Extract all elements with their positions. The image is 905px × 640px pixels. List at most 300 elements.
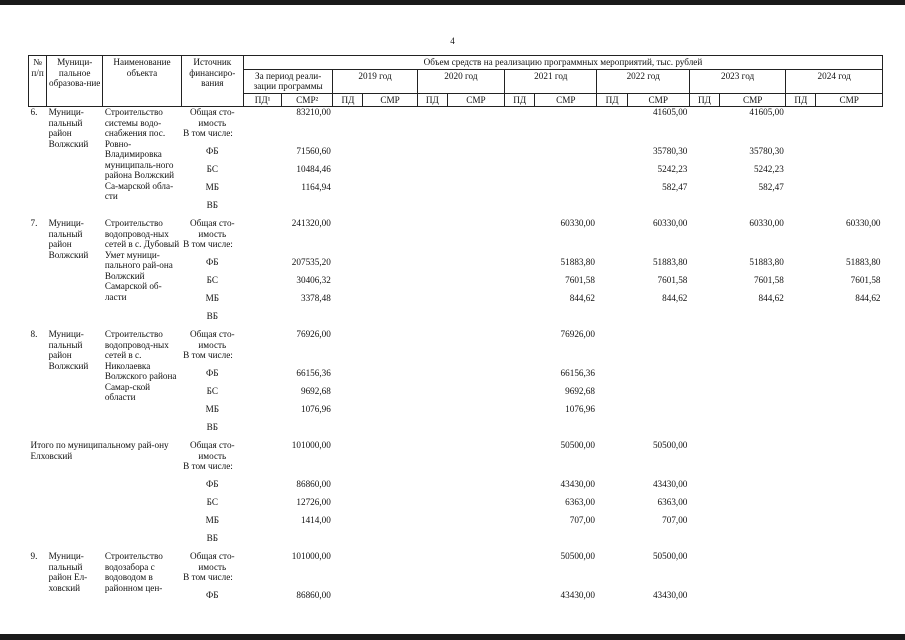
value-cell-v2022: 50500,00 bbox=[652, 551, 688, 561]
value-cell-v2023 bbox=[720, 533, 786, 551]
funding-source-cell: ФБ bbox=[206, 590, 219, 600]
row-number: 8. bbox=[30, 329, 38, 339]
empty-cell bbox=[597, 128, 627, 146]
empty-cell bbox=[417, 182, 447, 200]
value-cell-v2023: 7601,58 bbox=[753, 275, 784, 285]
empty-cell bbox=[597, 533, 627, 551]
empty-cell bbox=[447, 350, 504, 368]
empty-cell bbox=[363, 440, 417, 461]
value-cell-total: 1414,00 bbox=[300, 515, 331, 525]
empty-cell bbox=[689, 497, 719, 515]
empty-cell bbox=[597, 479, 627, 497]
empty-cell bbox=[786, 572, 816, 590]
value-cell-v2023 bbox=[720, 200, 786, 218]
empty-cell bbox=[689, 239, 719, 257]
empty-cell bbox=[417, 311, 447, 329]
value-cell-v2022 bbox=[627, 368, 689, 386]
empty-cell bbox=[689, 572, 719, 590]
value-cell-total bbox=[282, 350, 333, 368]
empty-cell bbox=[505, 350, 535, 368]
value-cell-v2022 bbox=[627, 404, 689, 422]
empty-cell bbox=[243, 146, 281, 164]
empty-cell bbox=[447, 479, 504, 497]
value-cell-v2022: 43430,00 bbox=[652, 479, 688, 489]
value-cell-v2024 bbox=[816, 404, 883, 422]
value-cell-v2024 bbox=[816, 422, 883, 440]
empty-cell bbox=[417, 164, 447, 182]
empty-cell bbox=[786, 515, 816, 533]
empty-cell bbox=[689, 146, 719, 164]
empty-cell bbox=[363, 218, 417, 239]
header-source: Источник финансиро-вания bbox=[181, 56, 243, 107]
empty-cell bbox=[447, 275, 504, 293]
value-cell-v2022 bbox=[627, 572, 689, 590]
empty-cell bbox=[505, 257, 535, 275]
empty-cell bbox=[505, 572, 535, 590]
empty-cell bbox=[447, 497, 504, 515]
empty-cell bbox=[447, 422, 504, 440]
value-cell-v2021: 43430,00 bbox=[560, 590, 595, 600]
empty-cell bbox=[786, 497, 816, 515]
funding-source-cell: Общая сто-имость bbox=[190, 107, 235, 128]
value-cell-total: 86860,00 bbox=[296, 590, 331, 600]
empty-cell bbox=[333, 239, 363, 257]
value-cell-v2024 bbox=[816, 479, 883, 497]
empty-cell bbox=[417, 107, 447, 129]
value-cell-v2023 bbox=[720, 572, 786, 590]
header-year-2021: 2021 год bbox=[505, 69, 597, 93]
value-cell-v2023: 41605,00 bbox=[749, 107, 784, 117]
empty-cell bbox=[447, 461, 504, 479]
value-cell-v2023: 35780,30 bbox=[749, 146, 784, 156]
value-cell-total: 66156,36 bbox=[296, 368, 331, 378]
value-cell-v2023 bbox=[720, 329, 786, 350]
header-sub-pd: ПД bbox=[786, 93, 816, 107]
value-cell-total bbox=[282, 461, 333, 479]
empty-cell bbox=[447, 404, 504, 422]
value-cell-v2023 bbox=[720, 440, 786, 461]
empty-cell bbox=[243, 515, 281, 533]
funding-source-cell: ВБ bbox=[206, 200, 219, 210]
empty-cell bbox=[417, 200, 447, 218]
value-cell-v2023 bbox=[720, 350, 786, 368]
value-cell-v2021: 844,62 bbox=[569, 293, 595, 303]
empty-cell bbox=[333, 128, 363, 146]
empty-cell bbox=[505, 461, 535, 479]
empty-cell bbox=[597, 293, 627, 311]
value-cell-v2024 bbox=[816, 461, 883, 479]
empty-cell bbox=[505, 182, 535, 200]
header-sub-smr: СМР bbox=[627, 93, 689, 107]
funding-source-cell: МБ bbox=[205, 515, 220, 525]
empty-cell bbox=[243, 128, 281, 146]
empty-cell bbox=[689, 128, 719, 146]
empty-cell bbox=[447, 164, 504, 182]
empty-cell bbox=[363, 128, 417, 146]
empty-cell bbox=[689, 551, 719, 572]
value-cell-v2021: 50500,00 bbox=[560, 551, 595, 561]
empty-cell bbox=[363, 551, 417, 572]
empty-cell bbox=[689, 422, 719, 440]
empty-cell bbox=[786, 218, 816, 239]
empty-cell bbox=[243, 329, 281, 350]
value-cell-total bbox=[282, 311, 333, 329]
empty-cell bbox=[505, 440, 535, 461]
funding-source-cell: В том числе: bbox=[183, 461, 233, 471]
header-sub-pd: ПД bbox=[333, 93, 363, 107]
empty-cell bbox=[333, 497, 363, 515]
empty-cell bbox=[689, 368, 719, 386]
empty-cell bbox=[333, 515, 363, 533]
value-cell-v2023: 5242,23 bbox=[753, 164, 784, 174]
header-sub-pd: ПД bbox=[689, 93, 719, 107]
empty-cell bbox=[689, 461, 719, 479]
empty-cell bbox=[505, 533, 535, 551]
empty-cell bbox=[333, 350, 363, 368]
empty-cell bbox=[363, 497, 417, 515]
empty-cell bbox=[363, 329, 417, 350]
value-cell-total: 30406,32 bbox=[296, 275, 331, 285]
empty-cell bbox=[243, 461, 281, 479]
empty-cell bbox=[689, 515, 719, 533]
value-cell-v2022 bbox=[627, 128, 689, 146]
empty-cell bbox=[597, 368, 627, 386]
empty-cell bbox=[363, 422, 417, 440]
table-row bbox=[29, 218, 883, 239]
value-cell-v2022 bbox=[627, 311, 689, 329]
value-cell-v2024 bbox=[816, 311, 883, 329]
empty-cell bbox=[363, 533, 417, 551]
empty-cell bbox=[333, 479, 363, 497]
value-cell-v2021 bbox=[535, 128, 597, 146]
funding-source-cell: В том числе: bbox=[183, 572, 233, 582]
empty-cell bbox=[689, 257, 719, 275]
empty-cell bbox=[333, 200, 363, 218]
funding-source-cell: В том числе: bbox=[183, 128, 233, 138]
empty-cell bbox=[505, 515, 535, 533]
empty-cell bbox=[505, 293, 535, 311]
empty-cell bbox=[417, 257, 447, 275]
empty-cell bbox=[333, 572, 363, 590]
value-cell-v2024 bbox=[816, 533, 883, 551]
empty-cell bbox=[597, 461, 627, 479]
empty-cell bbox=[333, 590, 363, 608]
empty-cell bbox=[333, 461, 363, 479]
object-name-cell: Строительство водозабора с водоводом в районном цен- bbox=[104, 551, 163, 593]
empty-cell bbox=[505, 146, 535, 164]
empty-cell bbox=[333, 440, 363, 461]
empty-cell bbox=[417, 551, 447, 572]
empty-cell bbox=[363, 275, 417, 293]
empty-cell bbox=[597, 257, 627, 275]
empty-cell bbox=[597, 239, 627, 257]
value-cell-v2021: 51883,80 bbox=[560, 257, 595, 267]
empty-cell bbox=[243, 551, 281, 572]
empty-cell bbox=[786, 461, 816, 479]
empty-cell bbox=[363, 164, 417, 182]
value-cell-v2024 bbox=[816, 497, 883, 515]
header-sub-pd: ПД bbox=[417, 93, 447, 107]
header-year-2019: 2019 год bbox=[333, 69, 417, 93]
empty-cell bbox=[689, 350, 719, 368]
value-cell-total: 3378,48 bbox=[300, 293, 331, 303]
empty-cell bbox=[333, 146, 363, 164]
value-cell-v2024 bbox=[816, 182, 883, 200]
value-cell-v2022: 43430,00 bbox=[652, 590, 688, 600]
value-cell-v2022: 707,00 bbox=[662, 515, 688, 525]
empty-cell bbox=[417, 479, 447, 497]
empty-cell bbox=[363, 293, 417, 311]
municipality-cell: Муници-пальный район Волжский bbox=[48, 218, 89, 260]
value-cell-v2021 bbox=[535, 350, 597, 368]
value-cell-v2024 bbox=[816, 368, 883, 386]
value-cell-total: 241320,00 bbox=[291, 218, 331, 228]
header-year-2022: 2022 год bbox=[597, 69, 689, 93]
empty-cell bbox=[243, 497, 281, 515]
empty-cell bbox=[786, 311, 816, 329]
empty-cell bbox=[363, 311, 417, 329]
empty-cell bbox=[447, 200, 504, 218]
empty-cell bbox=[363, 146, 417, 164]
value-cell-v2023 bbox=[720, 590, 786, 608]
empty-cell bbox=[689, 164, 719, 182]
table-body bbox=[29, 107, 883, 609]
value-cell-v2024 bbox=[816, 164, 883, 182]
empty-cell bbox=[243, 164, 281, 182]
empty-cell bbox=[447, 293, 504, 311]
funding-source-cell: МБ bbox=[205, 293, 220, 303]
value-cell-v2021: 60330,00 bbox=[560, 218, 595, 228]
empty-cell bbox=[417, 218, 447, 239]
value-cell-v2021 bbox=[535, 239, 597, 257]
program-table bbox=[28, 55, 883, 608]
empty-cell bbox=[505, 107, 535, 129]
table-row bbox=[29, 107, 883, 129]
value-cell-total bbox=[282, 200, 333, 218]
empty-cell bbox=[363, 479, 417, 497]
bottom-border bbox=[0, 634, 905, 640]
page-number: 4 bbox=[450, 36, 455, 46]
header-sub-smr: СМР bbox=[535, 93, 597, 107]
empty-cell bbox=[597, 590, 627, 608]
value-cell-v2024 bbox=[816, 239, 883, 257]
empty-cell bbox=[447, 128, 504, 146]
value-cell-total: 101000,00 bbox=[291, 440, 331, 450]
empty-cell bbox=[333, 275, 363, 293]
empty-cell bbox=[417, 350, 447, 368]
value-cell-total bbox=[282, 533, 333, 551]
empty-cell bbox=[505, 479, 535, 497]
empty-cell bbox=[597, 164, 627, 182]
empty-cell bbox=[333, 293, 363, 311]
empty-cell bbox=[447, 146, 504, 164]
empty-cell bbox=[363, 257, 417, 275]
empty-cell bbox=[243, 311, 281, 329]
empty-cell bbox=[417, 404, 447, 422]
value-cell-v2022: 7601,58 bbox=[657, 275, 688, 285]
funding-source-cell: ФБ bbox=[206, 146, 219, 156]
empty-cell bbox=[333, 164, 363, 182]
header-sub-smr: СМР bbox=[447, 93, 504, 107]
value-cell-v2021: 7601,58 bbox=[565, 275, 595, 285]
empty-cell bbox=[363, 386, 417, 404]
empty-cell bbox=[333, 218, 363, 239]
value-cell-total bbox=[282, 128, 333, 146]
empty-cell bbox=[597, 275, 627, 293]
empty-cell bbox=[243, 293, 281, 311]
funding-source-cell: БС bbox=[206, 275, 218, 285]
empty-cell bbox=[447, 218, 504, 239]
funding-source-cell: ФБ bbox=[206, 368, 219, 378]
value-cell-v2024: 51883,80 bbox=[846, 257, 881, 267]
empty-cell bbox=[689, 440, 719, 461]
value-cell-v2021 bbox=[535, 146, 597, 164]
empty-cell bbox=[505, 404, 535, 422]
empty-cell bbox=[505, 368, 535, 386]
table-row bbox=[29, 329, 883, 350]
municipality-cell: Муници-пальный район Волжский bbox=[48, 329, 89, 371]
value-cell-v2021: 6363,00 bbox=[565, 497, 595, 507]
funding-source-cell: В том числе: bbox=[183, 350, 233, 360]
empty-cell bbox=[689, 218, 719, 239]
empty-cell bbox=[243, 239, 281, 257]
empty-cell bbox=[505, 275, 535, 293]
empty-cell bbox=[243, 572, 281, 590]
value-cell-v2021: 43430,00 bbox=[560, 479, 595, 489]
header-year-2020: 2020 год bbox=[417, 69, 504, 93]
empty-cell bbox=[786, 479, 816, 497]
value-cell-v2022: 41605,00 bbox=[652, 107, 688, 117]
empty-cell bbox=[597, 551, 627, 572]
empty-cell bbox=[689, 182, 719, 200]
header-sub-smr: СМР² bbox=[282, 93, 333, 107]
empty-cell bbox=[786, 440, 816, 461]
empty-cell bbox=[447, 182, 504, 200]
empty-cell bbox=[597, 515, 627, 533]
header-object: Наименование объекта bbox=[103, 56, 181, 107]
value-cell-v2021 bbox=[535, 107, 597, 129]
empty-cell bbox=[505, 422, 535, 440]
empty-cell bbox=[333, 404, 363, 422]
value-cell-v2024 bbox=[816, 128, 883, 146]
empty-cell bbox=[243, 422, 281, 440]
empty-cell bbox=[333, 386, 363, 404]
empty-cell bbox=[417, 386, 447, 404]
empty-cell bbox=[417, 590, 447, 608]
empty-cell bbox=[597, 422, 627, 440]
empty-cell bbox=[417, 293, 447, 311]
value-cell-v2021 bbox=[535, 461, 597, 479]
value-cell-v2021: 66156,36 bbox=[560, 368, 595, 378]
value-cell-v2023: 51883,80 bbox=[749, 257, 784, 267]
empty-cell bbox=[689, 386, 719, 404]
empty-cell bbox=[243, 257, 281, 275]
value-cell-v2023 bbox=[720, 479, 786, 497]
header-period-total: За период реали-зации программы bbox=[243, 69, 332, 93]
empty-cell bbox=[243, 386, 281, 404]
row-number: 7. bbox=[30, 218, 38, 228]
value-cell-v2022: 5242,23 bbox=[657, 164, 688, 174]
value-cell-v2023 bbox=[720, 311, 786, 329]
value-cell-total: 10484,46 bbox=[296, 164, 331, 174]
value-cell-total: 71560,60 bbox=[296, 146, 331, 156]
empty-cell bbox=[786, 350, 816, 368]
empty-cell bbox=[689, 311, 719, 329]
value-cell-v2023 bbox=[720, 461, 786, 479]
funding-source-cell: Общая сто-имость bbox=[190, 440, 235, 461]
object-name-cell: Строительство водопровод-ных сетей в с. Николаевка Волжского района Самар-ской области bbox=[104, 329, 177, 402]
value-cell-total: 9692,68 bbox=[300, 386, 331, 396]
value-cell-v2024 bbox=[816, 107, 883, 129]
empty-cell bbox=[333, 422, 363, 440]
value-cell-v2022 bbox=[627, 386, 689, 404]
empty-cell bbox=[447, 311, 504, 329]
empty-cell bbox=[243, 533, 281, 551]
value-cell-v2022 bbox=[627, 329, 689, 350]
value-cell-v2021 bbox=[535, 182, 597, 200]
empty-cell bbox=[786, 293, 816, 311]
funding-source-cell: ФБ bbox=[206, 257, 219, 267]
empty-cell bbox=[447, 239, 504, 257]
funding-source-cell: ВБ bbox=[206, 533, 219, 543]
empty-cell bbox=[417, 572, 447, 590]
empty-cell bbox=[363, 368, 417, 386]
row-number: 6. bbox=[30, 107, 38, 117]
funding-source-cell: ВБ bbox=[206, 422, 219, 432]
empty-cell bbox=[417, 422, 447, 440]
empty-cell bbox=[786, 257, 816, 275]
empty-cell bbox=[597, 440, 627, 461]
value-cell-v2022: 582,47 bbox=[662, 182, 688, 192]
empty-cell bbox=[597, 146, 627, 164]
empty-cell bbox=[786, 275, 816, 293]
value-cell-total: 86860,00 bbox=[296, 479, 331, 489]
value-cell-v2022: 35780,30 bbox=[652, 146, 688, 156]
value-cell-v2022 bbox=[627, 461, 689, 479]
empty-cell bbox=[363, 404, 417, 422]
value-cell-v2023 bbox=[720, 128, 786, 146]
value-cell-v2022: 844,62 bbox=[662, 293, 688, 303]
value-cell-v2021: 707,00 bbox=[569, 515, 595, 525]
value-cell-v2022 bbox=[627, 200, 689, 218]
funding-source-cell: БС bbox=[206, 164, 218, 174]
empty-cell bbox=[505, 200, 535, 218]
empty-cell bbox=[243, 200, 281, 218]
value-cell-v2023 bbox=[720, 422, 786, 440]
empty-cell bbox=[597, 329, 627, 350]
empty-cell bbox=[363, 572, 417, 590]
value-cell-v2024 bbox=[816, 350, 883, 368]
empty-cell bbox=[786, 422, 816, 440]
empty-cell bbox=[447, 107, 504, 129]
empty-cell bbox=[689, 293, 719, 311]
empty-cell bbox=[333, 368, 363, 386]
empty-cell bbox=[786, 533, 816, 551]
empty-cell bbox=[363, 107, 417, 129]
value-cell-total: 83210,00 bbox=[296, 107, 331, 117]
municipality-cell: Муници-пальный район Ел-ховский bbox=[48, 551, 88, 593]
empty-cell bbox=[689, 275, 719, 293]
empty-cell bbox=[333, 311, 363, 329]
empty-cell bbox=[417, 128, 447, 146]
value-cell-v2021: 50500,00 bbox=[560, 440, 595, 450]
top-border bbox=[0, 0, 905, 5]
empty-cell bbox=[786, 146, 816, 164]
empty-cell bbox=[447, 440, 504, 461]
empty-cell bbox=[447, 515, 504, 533]
empty-cell bbox=[689, 107, 719, 129]
empty-cell bbox=[417, 533, 447, 551]
